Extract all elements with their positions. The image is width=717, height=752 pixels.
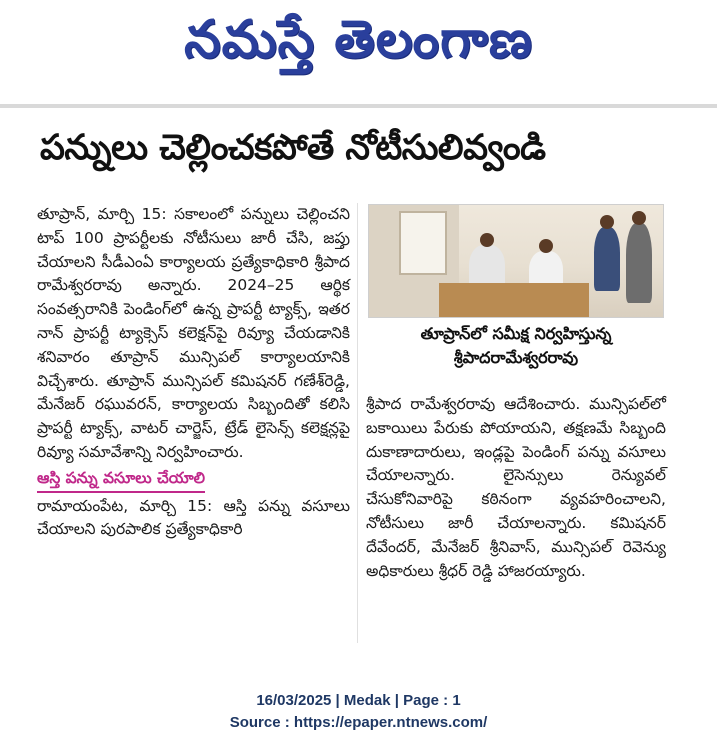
article-headline: పన్నులు చెల్లించకపోతే నోటీసులివ్వండి (40, 128, 546, 168)
newspaper-logo: నమస్తే తెలంగాణ (184, 9, 533, 70)
masthead-divider (0, 104, 717, 108)
article-paragraph: శ్రీపాద రామేశ్వరరావు ఆదేశించారు. మున్సిపల్‌లో బకాయిలు పేరుకు పోయాయని, తక్షణమే సిబ్బంది దుకాణాదారులు, ఇండ్లపై పెండింగ్ పన్ను వసూలు చేయాలన్నారు. లైసెన్సులు రెన్యువల్ చేసుకోనివారిపై కఠినంగా వ్యవహరించాలని, నోటీసులు జారీ చేయాలన్నారు. కమిషనర్ దేవేందర్, మేనేజర్ శ్రీనివాస్, మున్సిపల్ రెవెన్యు అధికారులు శ్రీధర్ రెడ్డి హాజరయ్యారు. (366, 395, 666, 580)
source-url: Source : https://epaper.ntnews.com/ (229, 714, 488, 731)
column-divider (357, 203, 358, 643)
page-footer (0, 690, 717, 734)
photo-caption: తూప్రాన్‌లో సమీక్ష నిర్వహిస్తున్న శ్రీపాదరామేశ్వరరావు (420, 324, 612, 367)
article-right-column (366, 393, 666, 583)
masthead (0, 0, 717, 100)
article-photo (368, 204, 664, 318)
edition-info: 16/03/2025 | Medak | Page : 1 (256, 692, 461, 709)
article-subhead: ఆస్తి పన్ను వసూలు చేయాలి (37, 467, 205, 493)
article-left-column (37, 203, 350, 542)
article-paragraph: రామాయంపేట, మార్చి 15: ఆస్తి పన్ను వసూలు చేయాలని పురపాలిక ప్రత్యేకాధికారి (37, 496, 350, 539)
article-paragraph: తూప్రాన్, మార్చి 15: సకాలంలో పన్నులు చెల్లించని టాప్ 100 ప్రాపర్టీలకు నోటీసులు జారీ చేసి, జప్తు చేయాలని సీడీఎంఏ కార్యాలయ ప్రత్యేకాధికారి శ్రీపాద రామేశ్వరరావు అన్నారు. 2024–25 ఆర్థిక సంవత్సరానికి పెండింగ్‌లో ఉన్న ప్రాపర్టీ ట్యాక్స్, ఇతర నాన్ ప్రాపర్టీ ట్యాక్సెస్ కలెక్షన్‌పై రివ్యూ చేయడానికి శనివారం తూప్రాన్ మున్సిపల్ కార్యాలయానికి విచ్చేశారు. తూప్రాన్ మున్సిపల్ కమిషనర్ గణేశ్‌రెడ్డి, మేనేజర్ రఘువరన్, కార్యాలయ సిబ్బందితో కలిసి ప్రాపర్టీ ట్యాక్స్, వాటర్ చార్జెస్, ట్రేడ్ లైసెన్స్ కలెక్షన్లపై రివ్యూ సమావేశాన్ని నిర్వహించారు. (37, 205, 350, 461)
